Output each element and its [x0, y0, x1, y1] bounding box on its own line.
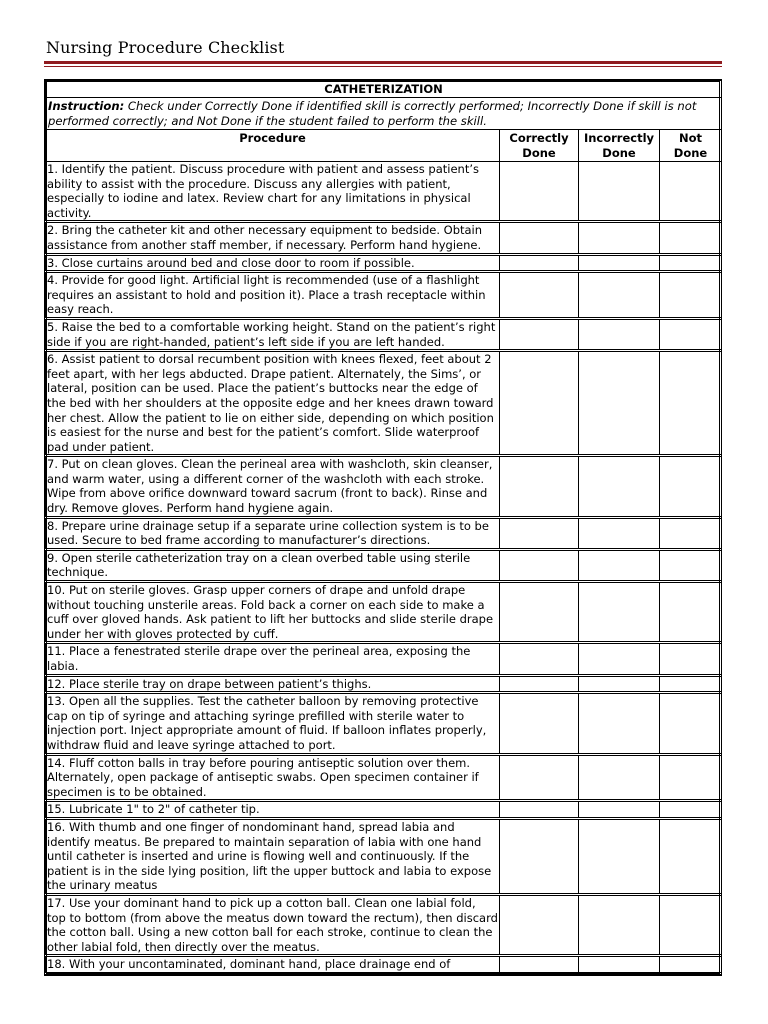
header-rule-thin: [44, 66, 722, 67]
not-done-cell[interactable]: [660, 456, 722, 517]
incorrectly-done-cell[interactable]: [579, 643, 660, 675]
procedure-row: [46, 956, 722, 974]
checklist-table: [45, 80, 722, 975]
section-title: CATHETERIZATION: [46, 81, 722, 98]
incorrectly-done-cell[interactable]: [579, 754, 660, 801]
procedure-step-text: 7. Put on clean gloves. Clean the perineal area with washcloth, skin cleanser, and warm water, using a different corner of the washcloth with each stroke. Wipe from above orifice downward toward sacrum (front to back). Rinse and dry. Remove gloves. Perform hand hygiene again.: [46, 456, 500, 517]
procedure-row: [46, 351, 722, 456]
incorrectly-done-cell[interactable]: [579, 818, 660, 894]
not-done-cell[interactable]: [660, 675, 722, 693]
procedure-row: [46, 818, 722, 894]
procedure-step-text: 4. Provide for good light. Artificial light is recommended (use of a flashlight requires an assistant to hold and position it). Place a trash receptacle within easy reach.: [46, 272, 500, 319]
incorrectly-done-cell[interactable]: [579, 801, 660, 819]
column-header-incorrectly-done: Incorrectly Done: [579, 130, 660, 162]
correctly-done-cell[interactable]: [500, 956, 579, 974]
correctly-done-cell[interactable]: [500, 818, 579, 894]
procedure-step-text: 14. Fluff cotton balls in tray before pouring antiseptic solution over them. Alternately, open package of antiseptic swabs. Open specimen container if specimen is to be obtained.: [46, 754, 500, 801]
incorrectly-done-cell[interactable]: [579, 956, 660, 974]
incorrectly-done-cell[interactable]: [579, 222, 660, 254]
correctly-done-cell[interactable]: [500, 549, 579, 581]
procedure-row: [46, 754, 722, 801]
procedure-step-text: 5. Raise the bed to a comfortable working height. Stand on the patient’s right side if you are right-handed, patient’s left side if you are left handed.: [46, 318, 500, 350]
column-header-procedure: Procedure: [46, 130, 500, 162]
correctly-done-cell[interactable]: [500, 643, 579, 675]
not-done-cell[interactable]: [660, 549, 722, 581]
incorrectly-done-cell[interactable]: [579, 254, 660, 272]
not-done-cell[interactable]: [660, 818, 722, 894]
incorrectly-done-cell[interactable]: [579, 351, 660, 456]
procedure-step-text: 13. Open all the supplies. Test the catheter balloon by removing protective cap on tip of syringe and attaching syringe prefilled with sterile water to injection port. Inject appropriate amount of fluid. If balloon inflates properly, withdraw fluid and leave syringe attached to port.: [46, 693, 500, 754]
correctly-done-cell[interactable]: [500, 517, 579, 549]
not-done-cell[interactable]: [660, 254, 722, 272]
procedure-step-text: 1. Identify the patient. Discuss procedure with patient and assess patient’s ability to assist with the procedure. Discuss any allergies with patient, especially to iodine and latex. Review chart for any limitations in physical activity.: [46, 162, 500, 222]
not-done-cell[interactable]: [660, 318, 722, 350]
correctly-done-cell[interactable]: [500, 675, 579, 693]
incorrectly-done-cell[interactable]: [579, 272, 660, 319]
procedure-row: [46, 675, 722, 693]
not-done-cell[interactable]: [660, 162, 722, 222]
procedure-row: [46, 456, 722, 517]
header-rule: [44, 61, 722, 64]
checklist-sheet: [44, 79, 722, 976]
not-done-cell[interactable]: [660, 222, 722, 254]
procedure-step-text: 9. Open sterile catheterization tray on a clean overbed table using sterile technique.: [46, 549, 500, 581]
correctly-done-cell[interactable]: [500, 582, 579, 643]
correctly-done-cell[interactable]: [500, 801, 579, 819]
procedure-step-text: 15. Lubricate 1" to 2" of catheter tip.: [46, 801, 500, 819]
procedure-step-text: 3. Close curtains around bed and close door to room if possible.: [46, 254, 500, 272]
document-title: Nursing Procedure Checklist: [46, 38, 285, 57]
procedure-row: [46, 517, 722, 549]
instruction-body: Check under Correctly Done if identified skill is correctly performed; Incorrectly Done if skill is not performed correctly; and Not Done if the student failed to perform the skill.: [48, 99, 697, 128]
procedure-row: [46, 801, 722, 819]
incorrectly-done-cell[interactable]: [579, 675, 660, 693]
incorrectly-done-cell[interactable]: [579, 318, 660, 350]
correctly-done-cell[interactable]: [500, 456, 579, 517]
procedure-step-text: 2. Bring the catheter kit and other necessary equipment to bedside. Obtain assistance from another staff member, if necessary. Perform hand hygiene.: [46, 222, 500, 254]
incorrectly-done-cell[interactable]: [579, 549, 660, 581]
procedure-row: [46, 582, 722, 643]
not-done-cell[interactable]: [660, 272, 722, 319]
procedure-row: [46, 162, 722, 222]
correctly-done-cell[interactable]: [500, 754, 579, 801]
procedure-step-text: 16. With thumb and one finger of nondominant hand, spread labia and identify meatus. Be prepared to maintain separation of labia with one hand until catheter is inserted and urine is flowing well and continuously. If the patient is in the side lying position, lift the upper buttock and labia to expose the urinary meatus: [46, 818, 500, 894]
procedure-row: [46, 272, 722, 319]
not-done-cell[interactable]: [660, 351, 722, 456]
correctly-done-cell[interactable]: [500, 894, 579, 955]
instruction-text: [46, 98, 722, 130]
incorrectly-done-cell[interactable]: [579, 517, 660, 549]
procedure-step-text: 11. Place a fenestrated sterile drape over the perineal area, exposing the labia.: [46, 643, 500, 675]
not-done-cell[interactable]: [660, 693, 722, 754]
not-done-cell[interactable]: [660, 754, 722, 801]
incorrectly-done-cell[interactable]: [579, 582, 660, 643]
not-done-cell[interactable]: [660, 956, 722, 974]
column-header-correctly-done: Correctly Done: [500, 130, 579, 162]
not-done-cell[interactable]: [660, 517, 722, 549]
correctly-done-cell[interactable]: [500, 254, 579, 272]
incorrectly-done-cell[interactable]: [579, 162, 660, 222]
column-header-not-done: Not Done: [660, 130, 722, 162]
correctly-done-cell[interactable]: [500, 693, 579, 754]
correctly-done-cell[interactable]: [500, 222, 579, 254]
procedure-row: [46, 549, 722, 581]
procedure-row: [46, 894, 722, 955]
procedure-row: [46, 693, 722, 754]
procedure-row: [46, 254, 722, 272]
correctly-done-cell[interactable]: [500, 351, 579, 456]
procedure-step-text: 18. With your uncontaminated, dominant hand, place drainage end of: [46, 956, 500, 974]
procedure-row: [46, 318, 722, 350]
procedure-step-text: 8. Prepare urine drainage setup if a separate urine collection system is to be used. Secure to bed frame according to manufacturer’s directions.: [46, 517, 500, 549]
correctly-done-cell[interactable]: [500, 162, 579, 222]
correctly-done-cell[interactable]: [500, 318, 579, 350]
procedure-step-text: 12. Place sterile tray on drape between patient’s thighs.: [46, 675, 500, 693]
instruction-label: Instruction:: [48, 99, 125, 113]
procedure-step-text: 6. Assist patient to dorsal recumbent position with knees flexed, feet about 2 feet apart, with her legs abducted. Drape patient. Alternately, the Sims’, or lateral, position can be used. Place the patient’s buttocks near the edge of the bed with her shoulders at the opposite edge and her knees drawn toward her chest. Allow the patient to lie on either side, depending on which position is easiest for the nurse and best for the patient’s comfort. Slide waterproof pad under patient.: [46, 351, 500, 456]
incorrectly-done-cell[interactable]: [579, 693, 660, 754]
not-done-cell[interactable]: [660, 643, 722, 675]
not-done-cell[interactable]: [660, 894, 722, 955]
correctly-done-cell[interactable]: [500, 272, 579, 319]
procedure-step-text: 17. Use your dominant hand to pick up a cotton ball. Clean one labial fold, top to bottom (from above the meatus down toward the rectum), then discard the cotton ball. Using a new cotton ball for each stroke, continue to clean the other labial fold, then directly over the meatus.: [46, 894, 500, 955]
incorrectly-done-cell[interactable]: [579, 456, 660, 517]
procedure-row: [46, 222, 722, 254]
procedure-step-text: 10. Put on sterile gloves. Grasp upper corners of drape and unfold drape without touching unsterile areas. Fold back a corner on each side to make a cuff over gloved hands. Ask patient to lift her buttocks and slide sterile drape under her with gloves protected by cuff.: [46, 582, 500, 643]
procedure-row: [46, 643, 722, 675]
incorrectly-done-cell[interactable]: [579, 894, 660, 955]
not-done-cell[interactable]: [660, 582, 722, 643]
not-done-cell[interactable]: [660, 801, 722, 819]
